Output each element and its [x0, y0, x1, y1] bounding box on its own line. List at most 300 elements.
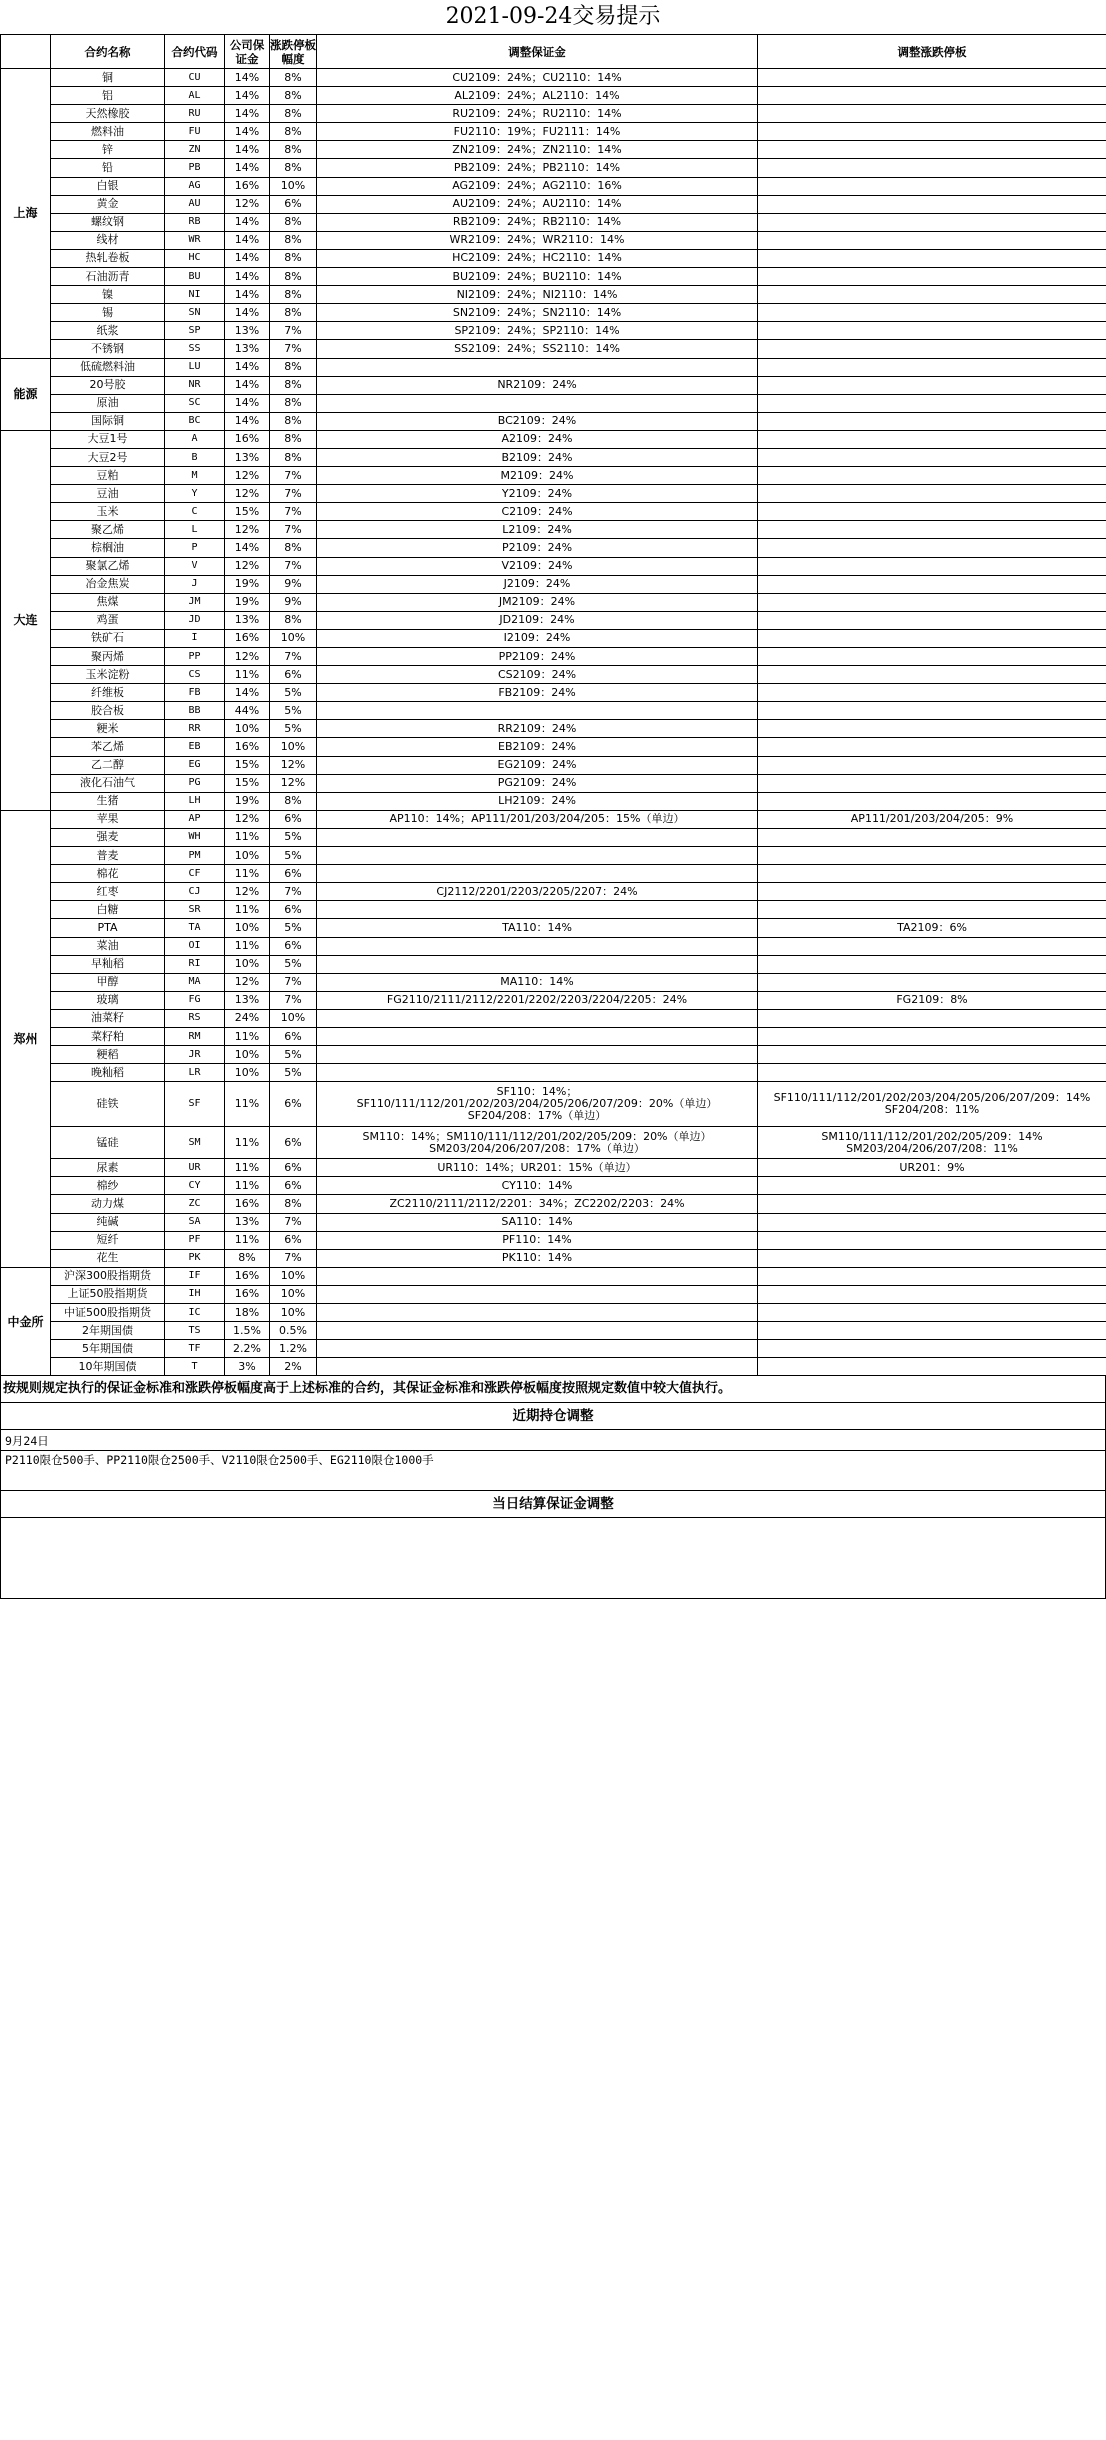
company-margin: 16% [225, 1195, 270, 1213]
adjusted-limit [758, 467, 1106, 485]
company-margin: 16% [225, 629, 270, 647]
company-margin: 11% [225, 1027, 270, 1045]
table-row [1, 774, 1106, 792]
company-margin: 14% [225, 141, 270, 159]
adjusted-margin [317, 847, 758, 865]
adjusted-margin: A2109：24% [317, 430, 758, 448]
contract-name: 聚丙烯 [51, 648, 165, 666]
adjusted-margin: SP2109：24%；SP2110：14% [317, 322, 758, 340]
adjusted-margin: BU2109：24%；BU2110：14% [317, 268, 758, 286]
price-limit: 8% [270, 159, 317, 177]
company-margin: 11% [225, 1082, 270, 1127]
company-margin: 13% [225, 1213, 270, 1231]
contract-name: 国际铜 [51, 412, 165, 430]
adjusted-limit [758, 322, 1106, 340]
adjusted-limit [758, 1177, 1106, 1195]
company-margin: 14% [225, 159, 270, 177]
adjusted-margin: WR2109：24%；WR2110：14% [317, 231, 758, 249]
contract-name: 晚籼稻 [51, 1064, 165, 1082]
contract-code: FU [165, 123, 225, 141]
price-limit: 5% [270, 919, 317, 937]
adjusted-margin: PB2109：24%；PB2110：14% [317, 159, 758, 177]
contract-code: FB [165, 684, 225, 702]
table-row [1, 249, 1106, 267]
contract-name: 低硫燃料油 [51, 358, 165, 376]
contract-code: PP [165, 648, 225, 666]
contract-code: FG [165, 991, 225, 1009]
price-limit: 8% [270, 141, 317, 159]
adjusted-margin [317, 955, 758, 973]
price-limit: 8% [270, 611, 317, 629]
table-row [1, 883, 1106, 901]
adjusted-margin: C2109：24% [317, 503, 758, 521]
company-margin: 10% [225, 919, 270, 937]
table-row [1, 394, 1106, 412]
contract-code: M [165, 467, 225, 485]
adjusted-margin: AL2109：24%；AL2110：14% [317, 87, 758, 105]
table-row [1, 1304, 1106, 1322]
adjusted-margin: RU2109：24%；RU2110：14% [317, 105, 758, 123]
adjusted-limit [758, 412, 1106, 430]
contract-code: RI [165, 955, 225, 973]
price-limit: 6% [270, 1177, 317, 1195]
spacer [5, 1470, 1101, 1488]
contract-name: 早籼稻 [51, 955, 165, 973]
adjusted-limit [758, 87, 1106, 105]
position-notes-part-a [5, 1432, 1101, 1450]
contract-code: B [165, 448, 225, 466]
price-limit: 8% [270, 105, 317, 123]
adjusted-margin: SN2109：24%；SN2110：14% [317, 304, 758, 322]
contract-name: 锌 [51, 141, 165, 159]
adjusted-margin: V2109：24% [317, 557, 758, 575]
adjusted-margin: CJ2112/2201/2203/2205/2207：24% [317, 883, 758, 901]
adjusted-margin: B2109：24% [317, 448, 758, 466]
price-limit: 8% [270, 286, 317, 304]
note-line: P2110限仓500手、PP2110限仓2500手、V2110限仓2500手、EG2110限仓1000手 [5, 1453, 434, 1468]
table-row [1, 593, 1106, 611]
company-margin: 14% [225, 304, 270, 322]
company-margin: 11% [225, 901, 270, 919]
table-row [1, 557, 1106, 575]
company-margin: 11% [225, 1159, 270, 1177]
adjusted-margin: PF110：14% [317, 1231, 758, 1249]
price-limit: 7% [270, 467, 317, 485]
company-margin: 19% [225, 792, 270, 810]
adjusted-margin: ZC2110/2111/2112/2201：34%；ZC2202/2203：24% [317, 1195, 758, 1213]
company-margin: 19% [225, 593, 270, 611]
company-margin: 24% [225, 1009, 270, 1027]
contract-code: OI [165, 937, 225, 955]
table-row [1, 286, 1106, 304]
adjusted-limit [758, 123, 1106, 141]
contract-code: LH [165, 792, 225, 810]
price-limit: 8% [270, 87, 317, 105]
adjusted-margin: CS2109：24% [317, 666, 758, 684]
adjusted-margin: I2109：24% [317, 629, 758, 647]
contract-name: 纯碱 [51, 1213, 165, 1231]
contract-code: PB [165, 159, 225, 177]
header-adjust-margin: 调整保证金 [317, 35, 758, 69]
price-limit: 7% [270, 648, 317, 666]
contract-code: PK [165, 1249, 225, 1267]
contract-name: 粳稻 [51, 1046, 165, 1064]
table-row [1, 702, 1106, 720]
table-row [1, 213, 1106, 231]
price-limit: 8% [270, 249, 317, 267]
price-limit: 5% [270, 1064, 317, 1082]
adjusted-limit [758, 521, 1106, 539]
price-limit: 5% [270, 684, 317, 702]
table-row [1, 1267, 1106, 1285]
table-row [1, 973, 1106, 991]
adjusted-margin: SF110：14%； SF110/111/112/201/202/203/204/205/206/207/209：20%（单边） SF204/208：17%（单边） [317, 1082, 758, 1127]
price-limit: 10% [270, 1009, 317, 1027]
table-row [1, 1009, 1106, 1027]
table-row [1, 611, 1106, 629]
price-limit: 8% [270, 539, 317, 557]
adjusted-margin: AG2109：24%；AG2110：16% [317, 177, 758, 195]
header-code: 合约代码 [165, 35, 225, 69]
contract-name: 铜 [51, 69, 165, 87]
position-section-title: 近期持仓调整 [0, 1403, 1106, 1430]
adjusted-limit: FG2109：8% [758, 991, 1106, 1009]
table-row [1, 340, 1106, 358]
adjusted-limit [758, 503, 1106, 521]
adjusted-limit [758, 937, 1106, 955]
contract-code: JD [165, 611, 225, 629]
contract-code: AL [165, 87, 225, 105]
contract-code: T [165, 1358, 225, 1376]
adjusted-margin: PP2109：24% [317, 648, 758, 666]
company-margin: 10% [225, 847, 270, 865]
adjusted-margin [317, 358, 758, 376]
adjusted-margin: CU2109：24%；CU2110：14% [317, 69, 758, 87]
adjusted-margin: RB2109：24%；RB2110：14% [317, 213, 758, 231]
company-margin: 1.5% [225, 1322, 270, 1340]
adjusted-limit [758, 304, 1106, 322]
contract-code: RR [165, 720, 225, 738]
table-row [1, 1082, 1106, 1127]
price-limit: 8% [270, 304, 317, 322]
adjusted-margin: BC2109：24% [317, 412, 758, 430]
table-row [1, 304, 1106, 322]
adjusted-margin: MA110：14% [317, 973, 758, 991]
company-margin: 15% [225, 503, 270, 521]
company-margin: 10% [225, 1064, 270, 1082]
contract-code: RU [165, 105, 225, 123]
company-margin: 2.2% [225, 1340, 270, 1358]
adjusted-margin [317, 702, 758, 720]
contract-name: 大豆1号 [51, 430, 165, 448]
contract-code: TA [165, 919, 225, 937]
contract-name: 豆油 [51, 485, 165, 503]
adjusted-margin [317, 901, 758, 919]
table-row [1, 322, 1106, 340]
company-margin: 10% [225, 720, 270, 738]
company-margin: 11% [225, 1177, 270, 1195]
contract-name: 石油沥青 [51, 268, 165, 286]
company-margin: 11% [225, 865, 270, 883]
adjusted-margin: EB2109：24% [317, 738, 758, 756]
company-margin: 18% [225, 1304, 270, 1322]
table-row [1, 430, 1106, 448]
table-row [1, 937, 1106, 955]
contract-code: CF [165, 865, 225, 883]
contract-name: 鸡蛋 [51, 611, 165, 629]
contract-name: 中证500股指期货 [51, 1304, 165, 1322]
table-row [1, 268, 1106, 286]
company-margin: 11% [225, 828, 270, 846]
table-row [1, 177, 1106, 195]
price-limit: 6% [270, 1127, 317, 1159]
price-limit: 8% [270, 69, 317, 87]
price-limit: 7% [270, 521, 317, 539]
adjusted-margin [317, 1046, 758, 1064]
contract-code: Y [165, 485, 225, 503]
contract-code: ZC [165, 1195, 225, 1213]
price-limit: 5% [270, 955, 317, 973]
adjusted-limit [758, 340, 1106, 358]
contract-code: NR [165, 376, 225, 394]
table-row [1, 629, 1106, 647]
contract-name: 沪深300股指期货 [51, 1267, 165, 1285]
table-row [1, 358, 1106, 376]
contract-code: PF [165, 1231, 225, 1249]
contract-code: IC [165, 1304, 225, 1322]
table-row [1, 521, 1106, 539]
table-row [1, 738, 1106, 756]
contract-name: 棕榈油 [51, 539, 165, 557]
adjusted-margin: PG2109：24% [317, 774, 758, 792]
adjusted-limit [758, 828, 1106, 846]
company-margin: 16% [225, 177, 270, 195]
contract-name: 热轧卷板 [51, 249, 165, 267]
company-margin: 11% [225, 666, 270, 684]
table-row [1, 828, 1106, 846]
adjusted-limit: SM110/111/112/201/202/205/209：14% SM203/204/206/207/208：11% [758, 1127, 1106, 1159]
adjusted-limit [758, 684, 1106, 702]
company-margin: 15% [225, 756, 270, 774]
table-row [1, 666, 1106, 684]
price-limit: 6% [270, 1231, 317, 1249]
table-row [1, 195, 1106, 213]
table-row [1, 792, 1106, 810]
contract-code: SF [165, 1082, 225, 1127]
company-margin: 13% [225, 448, 270, 466]
contract-name: 胶合板 [51, 702, 165, 720]
contract-code: WH [165, 828, 225, 846]
adjusted-limit: SF110/111/112/201/202/203/204/205/206/207/209：14% SF204/208：11% [758, 1082, 1106, 1127]
contract-name: 螺纹钢 [51, 213, 165, 231]
price-limit: 10% [270, 1304, 317, 1322]
company-margin: 16% [225, 1285, 270, 1303]
contract-name: 玉米淀粉 [51, 666, 165, 684]
adjusted-margin: FU2110：19%；FU2111：14% [317, 123, 758, 141]
adjusted-limit [758, 105, 1106, 123]
price-limit: 10% [270, 1267, 317, 1285]
contract-code: WR [165, 231, 225, 249]
contract-name: 20号胶 [51, 376, 165, 394]
contract-name: 棉纱 [51, 1177, 165, 1195]
adjusted-limit [758, 955, 1106, 973]
price-limit: 8% [270, 268, 317, 286]
table-row [1, 231, 1106, 249]
adjusted-margin [317, 937, 758, 955]
adjusted-limit [758, 177, 1106, 195]
contract-name: 铝 [51, 87, 165, 105]
adjusted-limit [758, 702, 1106, 720]
adjusted-limit [758, 376, 1106, 394]
contract-code: JR [165, 1046, 225, 1064]
company-margin: 15% [225, 774, 270, 792]
contract-code: SN [165, 304, 225, 322]
contract-name: 菜油 [51, 937, 165, 955]
contract-code: CY [165, 1177, 225, 1195]
adjusted-limit [758, 69, 1106, 87]
adjusted-limit [758, 249, 1106, 267]
contract-code: V [165, 557, 225, 575]
adjusted-margin [317, 1358, 758, 1376]
adjusted-limit [758, 1064, 1106, 1082]
table-row [1, 901, 1106, 919]
adjusted-limit [758, 213, 1106, 231]
contract-code: P [165, 539, 225, 557]
price-limit: 12% [270, 774, 317, 792]
contract-code: RM [165, 1027, 225, 1045]
contract-code: RS [165, 1009, 225, 1027]
header-name: 合约名称 [51, 35, 165, 69]
contract-name: 硅铁 [51, 1082, 165, 1127]
adjusted-limit [758, 358, 1106, 376]
contract-name: 液化石油气 [51, 774, 165, 792]
contract-name: 聚氯乙烯 [51, 557, 165, 575]
contract-name: 焦煤 [51, 593, 165, 611]
price-limit: 1.2% [270, 1340, 317, 1358]
adjusted-margin: SA110：14% [317, 1213, 758, 1231]
price-limit: 7% [270, 485, 317, 503]
contract-code: SA [165, 1213, 225, 1231]
adjusted-limit [758, 394, 1106, 412]
adjusted-margin: P2109：24% [317, 539, 758, 557]
adjusted-limit [758, 1046, 1106, 1064]
adjusted-limit [758, 1009, 1106, 1027]
company-margin: 12% [225, 485, 270, 503]
adjusted-margin: M2109：24% [317, 467, 758, 485]
adjusted-margin [317, 1027, 758, 1045]
contract-name: 普麦 [51, 847, 165, 865]
contract-code: LU [165, 358, 225, 376]
table-row [1, 448, 1106, 466]
price-limit: 8% [270, 376, 317, 394]
contract-code: SM [165, 1127, 225, 1159]
price-limit: 6% [270, 1027, 317, 1045]
table-row [1, 1027, 1106, 1045]
table-row [1, 1064, 1106, 1082]
contract-code: EG [165, 756, 225, 774]
price-limit: 5% [270, 1046, 317, 1064]
exchange-label: 能源 [1, 358, 51, 430]
adjusted-limit: TA2109：6% [758, 919, 1106, 937]
settlement-section-title: 当日结算保证金调整 [0, 1490, 1106, 1518]
adjusted-margin: FB2109：24% [317, 684, 758, 702]
price-limit: 2% [270, 1358, 317, 1376]
company-margin: 12% [225, 195, 270, 213]
price-limit: 9% [270, 575, 317, 593]
contract-code: A [165, 430, 225, 448]
contract-name: 菜籽粕 [51, 1027, 165, 1045]
contract-code: C [165, 503, 225, 521]
contract-code: IH [165, 1285, 225, 1303]
adjusted-margin [317, 1064, 758, 1082]
table-row [1, 376, 1106, 394]
note-line: 9月24日 [5, 1434, 49, 1449]
exchange-label: 郑州 [1, 810, 51, 1267]
contract-code: PM [165, 847, 225, 865]
price-limit: 5% [270, 847, 317, 865]
contract-name: 铁矿石 [51, 629, 165, 647]
contract-name: 纤维板 [51, 684, 165, 702]
table-row [1, 684, 1106, 702]
adjusted-limit [758, 268, 1106, 286]
adjusted-limit [758, 1267, 1106, 1285]
price-limit: 8% [270, 430, 317, 448]
company-margin: 16% [225, 430, 270, 448]
price-limit: 8% [270, 412, 317, 430]
contract-code: J [165, 575, 225, 593]
contract-name: PTA [51, 919, 165, 937]
adjusted-margin: RR2109：24% [317, 720, 758, 738]
adjusted-margin: TA110：14% [317, 919, 758, 937]
price-limit: 8% [270, 213, 317, 231]
contract-name: 油菜籽 [51, 1009, 165, 1027]
contract-code: MA [165, 973, 225, 991]
table-body [1, 69, 1106, 1376]
adjusted-margin: ZN2109：24%；ZN2110：14% [317, 141, 758, 159]
company-margin: 14% [225, 376, 270, 394]
adjusted-limit [758, 973, 1106, 991]
table-row [1, 1195, 1106, 1213]
contract-name: 豆粕 [51, 467, 165, 485]
company-margin: 14% [225, 358, 270, 376]
table-row [1, 159, 1106, 177]
company-margin: 3% [225, 1358, 270, 1376]
price-limit: 7% [270, 340, 317, 358]
margin-table [0, 34, 1106, 1376]
company-margin: 12% [225, 521, 270, 539]
table-row [1, 412, 1106, 430]
company-margin: 12% [225, 810, 270, 828]
price-limit: 6% [270, 810, 317, 828]
adjusted-limit [758, 593, 1106, 611]
price-limit: 10% [270, 177, 317, 195]
contract-code: SS [165, 340, 225, 358]
table-row [1, 648, 1106, 666]
table-row [1, 1358, 1106, 1376]
company-margin: 11% [225, 1231, 270, 1249]
price-limit: 7% [270, 973, 317, 991]
table-row [1, 69, 1106, 87]
company-margin: 13% [225, 991, 270, 1009]
price-limit: 8% [270, 1195, 317, 1213]
adjusted-margin [317, 828, 758, 846]
contract-name: 镍 [51, 286, 165, 304]
price-limit: 6% [270, 1082, 317, 1127]
adjusted-margin: EG2109：24% [317, 756, 758, 774]
adjusted-limit [758, 865, 1106, 883]
contract-name: 生猪 [51, 792, 165, 810]
price-limit: 12% [270, 756, 317, 774]
